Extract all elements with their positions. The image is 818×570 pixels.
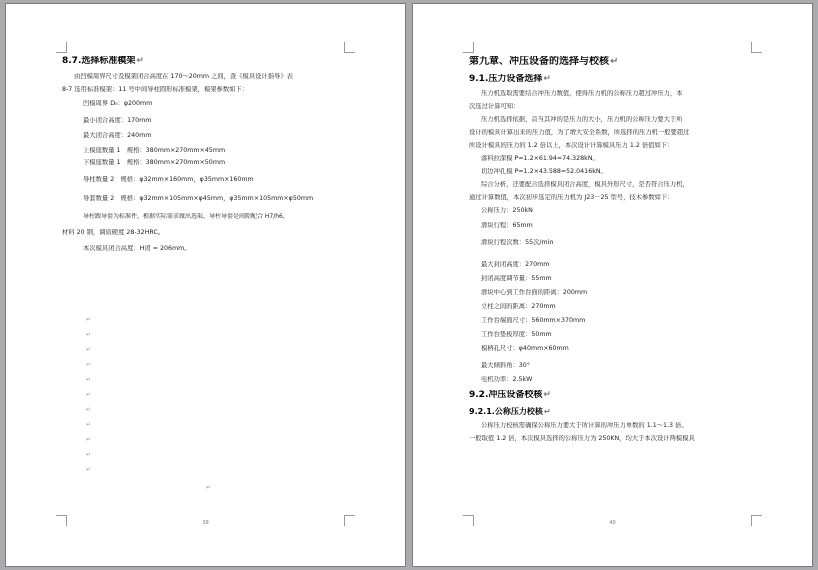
body-text: 压力机选取需要结合冲压力数值，使得压力机的公称压力超过冲压力，本: [481, 90, 683, 97]
document-page-39: [5, 3, 406, 567]
spec-line: 最大倾斜角：30°: [481, 362, 530, 369]
param-line: 最大闭合高度：240mm: [83, 132, 152, 139]
section-heading-9-1: • 9.1.压力设备选择↵: [469, 74, 758, 85]
paragraph-mark: ↵: [86, 376, 92, 383]
body-text: 综合分析，还要配合选择模具闭合高度，模具外形尺寸，是否符合压力机，: [481, 181, 689, 188]
crop-mark: [463, 42, 474, 53]
document-page-40: [412, 3, 813, 567]
paragraph-mark: ↵: [86, 361, 92, 368]
param-line: 下模座数量 1 规格：380mm×270mm×50mm: [83, 159, 226, 166]
param-line: 最小闭合高度：170mm: [83, 117, 152, 124]
body-text: 次选过计算可知：: [469, 103, 520, 110]
param-line: 上模座数量 1 规格：380mm×270mm×45mm: [83, 147, 226, 154]
body-text: 所设计模具的压力的 1.2 倍以上，本次设计计算模具压力 1.2 倍值如下：: [469, 142, 674, 149]
spec-line: 滑块中心到工作台面的距离：200mm: [481, 289, 588, 296]
body-text: 通过计算数值，本次初步选定的压力机为 J23－25 型号，技术参数如下：: [469, 194, 674, 201]
section-heading-9-2: • 9.2.冲压设备校核↵: [469, 390, 758, 401]
chapter-heading: • 第九章、冲压设备的选择与校核↵: [469, 56, 758, 68]
body-text: 材料 20 钢，调质硬度 28-32HRC。: [62, 229, 165, 236]
paragraph-mark: ↵: [86, 451, 92, 458]
spec-line: 封闭高度调节量：55mm: [481, 275, 552, 282]
section-heading-9-2-1: • 9.2.1.公称压力校核↵: [469, 407, 758, 417]
section-heading-8-7: • 8.7.选择标准模架↵: [62, 56, 351, 67]
body-text: 由凹模周界尺寸及模架闭合高度在 170～20mm 之间，查《模具设计指导》表: [74, 73, 293, 80]
body-text: 压力机选择依据，首当其冲的是压力的大小，压力机的公称压力要大于所: [481, 116, 683, 123]
spec-line: 电机功率：2.5kW: [481, 376, 533, 383]
spec-line: 工作台端面尺寸：560mm×370mm: [481, 317, 586, 324]
spec-line: 公称压力：250kN: [481, 207, 533, 214]
spec-line: 最大封闭高度：270mm: [481, 261, 550, 268]
page-number: 39: [202, 520, 209, 526]
calc-line: 落料拉深模 P=1.2×61.94=74.328kN。: [481, 155, 599, 162]
paragraph-mark: ↵: [86, 346, 92, 353]
spec-line: 工作台垫板厚度：50mm: [481, 331, 552, 338]
param-line: 凹模周界 D₀：φ200mm: [83, 100, 153, 107]
spec-line: 滑块行程次数：55次/min: [481, 239, 554, 246]
body-text: 导柱跟导套为标准件，根据实际需求做出选取，导柱导套是间隙配合 H7/h6，: [83, 213, 289, 220]
paragraph-mark: ↵: [86, 406, 92, 413]
crop-mark: [344, 42, 355, 53]
page-number: 40: [609, 520, 616, 526]
crop-mark: [751, 42, 762, 53]
param-line: 导柱数量 2 规格：φ32mm×160mm，φ35mm×160mm: [83, 176, 254, 183]
body-text: 设计的模具计算出来的压力值，为了增大安全系数，所选择的压力机一般要超过: [469, 129, 690, 136]
paragraph-mark: ↵: [86, 436, 92, 443]
calc-line: 切边冲孔模 P=1.2×43.588=52.0416kN。: [481, 168, 607, 175]
spec-line: 立柱之间的距离：270mm: [481, 303, 556, 310]
paragraph-mark: ↵: [86, 466, 92, 473]
paragraph-mark: ↵: [206, 484, 212, 491]
body-text: 公称压力校核需确保公称压力要大于所计算的冲压力单数的 1.1～1.3 倍。: [481, 422, 688, 429]
spec-line: 模柄孔尺寸：φ40mm×60mm: [481, 345, 569, 352]
spec-line: 滑块行程：65mm: [481, 222, 533, 229]
body-text: 一般取值 1.2 倍，本次模具选择的公称压力为 250KN，均大于本次设计两模模具: [469, 435, 695, 442]
paragraph-mark: ↵: [86, 331, 92, 338]
body-text: 8-7 选用标准模架：11 号中间导柱圆形标准模架，模架参数如下：: [62, 86, 249, 93]
param-line: 导套数量 2 规格：φ32mm×105mm×φ45mm，φ35mm×105mm×φ50mm: [83, 195, 314, 202]
crop-mark: [56, 42, 67, 53]
paragraph-mark: ↵: [86, 391, 92, 398]
paragraph-mark: ↵: [86, 421, 92, 428]
closed-height-line: 本次模具闭合高度：H闭 = 206mm。: [83, 245, 191, 252]
paragraph-mark: ↵: [86, 316, 92, 323]
